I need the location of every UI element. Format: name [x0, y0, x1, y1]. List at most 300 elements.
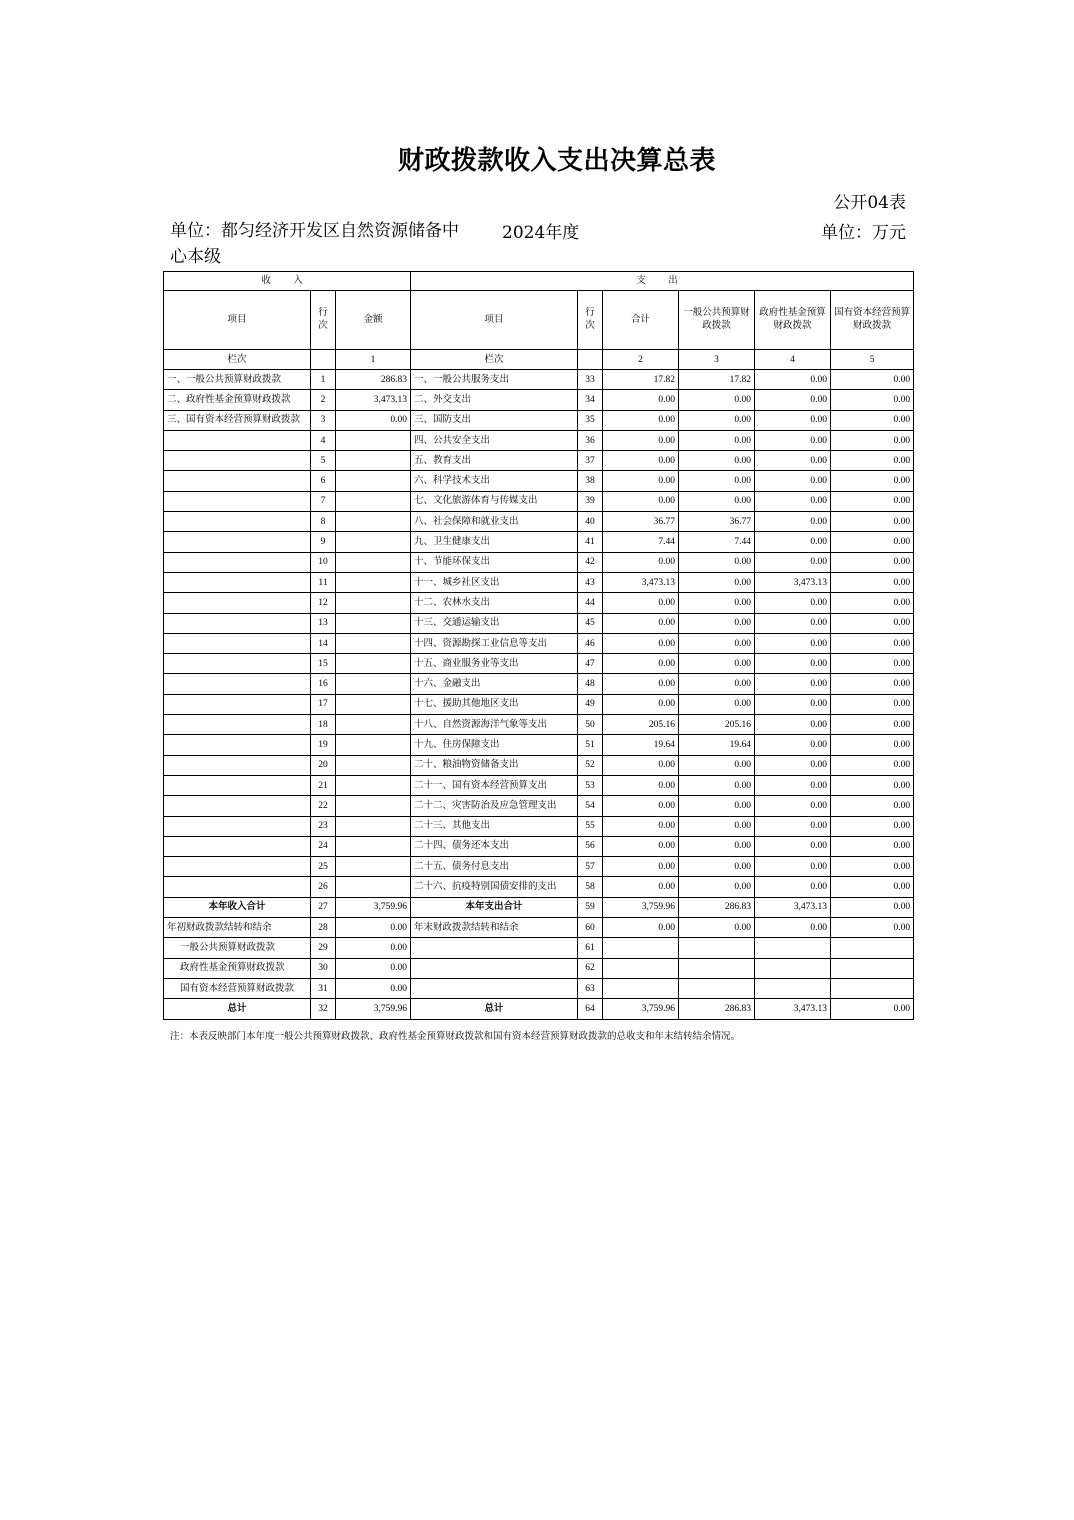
- general-budget-cell: 7.44: [679, 532, 755, 552]
- total-cell: 0.00: [603, 775, 679, 795]
- table-row: [164, 593, 914, 613]
- col-header-total: 合计: [603, 291, 679, 350]
- col-index-5: 5: [831, 350, 914, 370]
- table-row: [164, 877, 914, 897]
- expense-row-no-cell: 56: [578, 836, 603, 856]
- income-item-cell: 总计: [164, 999, 311, 1019]
- fund-budget-cell: 0.00: [755, 471, 831, 491]
- general-budget-cell: [679, 958, 755, 978]
- income-item-cell: [164, 532, 311, 552]
- income-row-no-cell: 18: [311, 715, 336, 735]
- income-amount-cell: [336, 654, 411, 674]
- income-item-cell: 三、国有资本经营预算财政拨款: [164, 410, 311, 430]
- general-budget-cell: 0.00: [679, 796, 755, 816]
- expense-row-no-cell: 43: [578, 572, 603, 592]
- total-cell: 0.00: [603, 491, 679, 511]
- expense-item-cell: 十四、资源勘探工业信息等支出: [411, 633, 578, 653]
- expense-item-cell: 总计: [411, 999, 578, 1019]
- fund-budget-cell: [755, 978, 831, 998]
- expense-row-no-cell: 59: [578, 897, 603, 917]
- table-row: [164, 836, 914, 856]
- income-amount-cell: [336, 633, 411, 653]
- expense-item-cell: 二十六、抗疫特别国债安排的支出: [411, 877, 578, 897]
- general-budget-cell: 0.00: [679, 613, 755, 633]
- general-budget-cell: 0.00: [679, 471, 755, 491]
- expense-item-cell: 五、教育支出: [411, 451, 578, 471]
- income-item-cell: [164, 572, 311, 592]
- state-capital-cell: 0.00: [831, 674, 914, 694]
- fund-budget-cell: 3,473.13: [755, 897, 831, 917]
- income-item-cell: 二、政府性基金预算财政拨款: [164, 390, 311, 410]
- income-row-no-cell: 31: [311, 978, 336, 998]
- table-row: [164, 897, 914, 917]
- table-row: [164, 674, 914, 694]
- income-item-cell: [164, 775, 311, 795]
- income-item-cell: [164, 836, 311, 856]
- total-cell: 0.00: [603, 593, 679, 613]
- fund-budget-cell: 0.00: [755, 755, 831, 775]
- state-capital-cell: 0.00: [831, 918, 914, 938]
- final-accounts-table: [163, 271, 914, 1020]
- income-item-cell: [164, 613, 311, 633]
- income-item-cell: 政府性基金预算财政拨款: [164, 958, 311, 978]
- table-row: [164, 390, 914, 410]
- total-cell: 0.00: [603, 674, 679, 694]
- table-row: [164, 654, 914, 674]
- income-amount-cell: [336, 451, 411, 471]
- total-cell: 19.64: [603, 735, 679, 755]
- state-capital-cell: 0.00: [831, 836, 914, 856]
- expense-item-cell: 二十一、国有资本经营预算支出: [411, 775, 578, 795]
- income-amount-cell: [336, 816, 411, 836]
- total-cell: 0.00: [603, 836, 679, 856]
- income-amount-cell: [336, 836, 411, 856]
- table-row: [164, 410, 914, 430]
- total-cell: 3,759.96: [603, 897, 679, 917]
- state-capital-cell: 0.00: [831, 735, 914, 755]
- col-header-amount: 金额: [336, 291, 411, 350]
- col-index-empty-2: [578, 350, 603, 370]
- expense-row-no-cell: 62: [578, 958, 603, 978]
- income-item-cell: [164, 857, 311, 877]
- fund-budget-cell: [755, 938, 831, 958]
- expense-row-no-cell: 58: [578, 877, 603, 897]
- table-row: [164, 816, 914, 836]
- table-row: [164, 694, 914, 714]
- footnote: 注：本表反映部门本年度一般公共预算财政拨款、政府性基金预算财政拨款和国有资本经营预算财政拨款的总收支和年末结转结余情况。: [170, 1032, 741, 1042]
- income-amount-cell: [336, 572, 411, 592]
- income-row-no-cell: 4: [311, 430, 336, 450]
- total-cell: 0.00: [603, 552, 679, 572]
- fund-budget-cell: 0.00: [755, 857, 831, 877]
- expense-row-no-cell: 47: [578, 654, 603, 674]
- header-row-sections: [164, 272, 914, 291]
- expense-row-no-cell: 37: [578, 451, 603, 471]
- state-capital-cell: 0.00: [831, 491, 914, 511]
- income-item-cell: [164, 633, 311, 653]
- income-amount-cell: 3,759.96: [336, 999, 411, 1019]
- income-amount-cell: [336, 471, 411, 491]
- income-amount-cell: 0.00: [336, 978, 411, 998]
- general-budget-cell: 17.82: [679, 370, 755, 390]
- fund-budget-cell: 0.00: [755, 532, 831, 552]
- income-row-no-cell: 8: [311, 512, 336, 532]
- expense-item-cell: 二十三、其他支出: [411, 816, 578, 836]
- income-row-no-cell: 5: [311, 451, 336, 471]
- expense-row-no-cell: 38: [578, 471, 603, 491]
- table-row: [164, 857, 914, 877]
- general-budget-cell: 0.00: [679, 654, 755, 674]
- income-row-no-cell: 2: [311, 390, 336, 410]
- income-item-cell: 本年收入合计: [164, 897, 311, 917]
- income-item-cell: [164, 471, 311, 491]
- income-item-cell: [164, 430, 311, 450]
- table-row: [164, 755, 914, 775]
- general-budget-cell: 0.00: [679, 836, 755, 856]
- income-amount-cell: 3,759.96: [336, 897, 411, 917]
- expense-row-no-cell: 49: [578, 694, 603, 714]
- fund-budget-cell: 0.00: [755, 512, 831, 532]
- income-amount-cell: [336, 552, 411, 572]
- fund-budget-cell: 0.00: [755, 674, 831, 694]
- fund-budget-cell: 0.00: [755, 816, 831, 836]
- general-budget-cell: 0.00: [679, 918, 755, 938]
- table-row: [164, 370, 914, 390]
- fund-budget-cell: 0.00: [755, 836, 831, 856]
- total-cell: 17.82: [603, 370, 679, 390]
- income-amount-cell: [336, 715, 411, 735]
- state-capital-cell: 0.00: [831, 451, 914, 471]
- income-row-no-cell: 14: [311, 633, 336, 653]
- income-row-no-cell: 16: [311, 674, 336, 694]
- state-capital-cell: 0.00: [831, 877, 914, 897]
- income-amount-cell: [336, 593, 411, 613]
- income-row-no-cell: 6: [311, 471, 336, 491]
- income-amount-cell: [336, 694, 411, 714]
- fund-budget-cell: 0.00: [755, 593, 831, 613]
- total-cell: 0.00: [603, 654, 679, 674]
- income-row-no-cell: 1: [311, 370, 336, 390]
- expense-row-no-cell: 51: [578, 735, 603, 755]
- expense-item-cell: 七、文化旅游体育与传媒支出: [411, 491, 578, 511]
- total-cell: 0.00: [603, 694, 679, 714]
- expense-row-no-cell: 60: [578, 918, 603, 938]
- general-budget-cell: 0.00: [679, 593, 755, 613]
- expense-row-no-cell: 48: [578, 674, 603, 694]
- col-header-expense-item: 项目: [411, 291, 578, 350]
- income-item-cell: [164, 552, 311, 572]
- table-row: [164, 715, 914, 735]
- income-row-no-cell: 19: [311, 735, 336, 755]
- income-amount-cell: 286.83: [336, 370, 411, 390]
- expense-row-no-cell: 36: [578, 430, 603, 450]
- unit-name: 单位：都匀经济开发区自然资源储备中心本级: [170, 221, 459, 267]
- state-capital-cell: 0.00: [831, 613, 914, 633]
- fund-budget-cell: 3,473.13: [755, 572, 831, 592]
- income-amount-cell: [336, 512, 411, 532]
- expense-item-cell: 二十四、债务还本支出: [411, 836, 578, 856]
- fund-budget-cell: 0.00: [755, 694, 831, 714]
- table-row: [164, 430, 914, 450]
- state-capital-cell: 0.00: [831, 654, 914, 674]
- expense-item-cell: 十六、金融支出: [411, 674, 578, 694]
- income-row-no-cell: 12: [311, 593, 336, 613]
- income-row-no-cell: 10: [311, 552, 336, 572]
- fund-budget-cell: 0.00: [755, 654, 831, 674]
- general-budget-cell: 0.00: [679, 572, 755, 592]
- expense-item-cell: 四、公共安全支出: [411, 430, 578, 450]
- income-row-no-cell: 26: [311, 877, 336, 897]
- fund-budget-cell: 0.00: [755, 451, 831, 471]
- income-row-no-cell: 20: [311, 755, 336, 775]
- income-row-no-cell: 3: [311, 410, 336, 430]
- expense-item-cell: 二、外交支出: [411, 390, 578, 410]
- general-budget-cell: 0.00: [679, 755, 755, 775]
- col-index-4: 4: [755, 350, 831, 370]
- table-row: [164, 938, 914, 958]
- expense-item-cell: 十一、城乡社区支出: [411, 572, 578, 592]
- expense-item-cell: 八、社会保障和就业支出: [411, 512, 578, 532]
- fund-budget-cell: 0.00: [755, 552, 831, 572]
- income-item-cell: [164, 735, 311, 755]
- fund-budget-cell: 0.00: [755, 775, 831, 795]
- income-amount-cell: [336, 755, 411, 775]
- expense-item-cell: 二十二、灾害防治及应急管理支出: [411, 796, 578, 816]
- state-capital-cell: 0.00: [831, 816, 914, 836]
- state-capital-cell: 0.00: [831, 755, 914, 775]
- fund-budget-cell: 0.00: [755, 613, 831, 633]
- expense-item-cell: 十八、自然资源海洋气象等支出: [411, 715, 578, 735]
- income-amount-cell: 0.00: [336, 958, 411, 978]
- income-row-no-cell: 15: [311, 654, 336, 674]
- general-budget-cell: 0.00: [679, 410, 755, 430]
- state-capital-cell: 0.00: [831, 775, 914, 795]
- total-cell: [603, 958, 679, 978]
- fund-budget-cell: [755, 958, 831, 978]
- state-capital-cell: [831, 958, 914, 978]
- income-amount-cell: [336, 877, 411, 897]
- total-cell: 0.00: [603, 430, 679, 450]
- total-cell: 0.00: [603, 816, 679, 836]
- income-amount-cell: 3,473.13: [336, 390, 411, 410]
- state-capital-cell: 0.00: [831, 572, 914, 592]
- income-row-no-cell: 13: [311, 613, 336, 633]
- col-header-general: 一般公共预算财政拨款: [679, 291, 755, 350]
- expense-item-cell: [411, 958, 578, 978]
- expense-row-no-cell: 35: [578, 410, 603, 430]
- income-row-no-cell: 32: [311, 999, 336, 1019]
- expense-item-cell: 二十、粮油物资储备支出: [411, 755, 578, 775]
- expense-row-no-cell: 45: [578, 613, 603, 633]
- total-cell: 0.00: [603, 857, 679, 877]
- total-cell: 3,759.96: [603, 999, 679, 1019]
- income-row-no-cell: 11: [311, 572, 336, 592]
- income-item-cell: [164, 674, 311, 694]
- income-item-cell: [164, 593, 311, 613]
- total-cell: 36.77: [603, 512, 679, 532]
- expense-item-cell: [411, 978, 578, 998]
- general-budget-cell: 0.00: [679, 877, 755, 897]
- state-capital-cell: 0.00: [831, 593, 914, 613]
- table-row: [164, 552, 914, 572]
- fund-budget-cell: 0.00: [755, 918, 831, 938]
- income-item-cell: [164, 451, 311, 471]
- state-capital-cell: 0.00: [831, 694, 914, 714]
- fund-budget-cell: 0.00: [755, 410, 831, 430]
- general-budget-cell: [679, 938, 755, 958]
- income-item-cell: 一般公共预算财政拨款: [164, 938, 311, 958]
- general-budget-cell: 0.00: [679, 674, 755, 694]
- state-capital-cell: 0.00: [831, 897, 914, 917]
- fund-budget-cell: 0.00: [755, 877, 831, 897]
- state-capital-cell: 0.00: [831, 999, 914, 1019]
- expense-row-no-cell: 50: [578, 715, 603, 735]
- income-amount-cell: [336, 857, 411, 877]
- income-item-cell: [164, 877, 311, 897]
- total-cell: 3,473.13: [603, 572, 679, 592]
- state-capital-cell: 0.00: [831, 857, 914, 877]
- total-cell: 0.00: [603, 918, 679, 938]
- total-cell: 0.00: [603, 451, 679, 471]
- col-index-2: 2: [603, 350, 679, 370]
- general-budget-cell: 286.83: [679, 999, 755, 1019]
- fund-budget-cell: 0.00: [755, 491, 831, 511]
- expense-item-cell: 十、节能环保支出: [411, 552, 578, 572]
- income-item-cell: 年初财政拨款结转和结余: [164, 918, 311, 938]
- table-row: [164, 512, 914, 532]
- income-item-cell: [164, 715, 311, 735]
- col-index-empty: [311, 350, 336, 370]
- general-budget-cell: 0.00: [679, 451, 755, 471]
- table-row: [164, 918, 914, 938]
- state-capital-cell: 0.00: [831, 430, 914, 450]
- expense-row-no-cell: 39: [578, 491, 603, 511]
- income-amount-cell: 0.00: [336, 410, 411, 430]
- col-header-income-item: 项目: [164, 291, 311, 350]
- expense-item-cell: [411, 938, 578, 958]
- income-item-cell: [164, 654, 311, 674]
- fund-budget-cell: 0.00: [755, 633, 831, 653]
- income-row-no-cell: 25: [311, 857, 336, 877]
- income-row-no-cell: 28: [311, 918, 336, 938]
- expense-row-no-cell: 40: [578, 512, 603, 532]
- currency-unit: 单位：万元: [821, 223, 906, 243]
- expense-row-no-cell: 55: [578, 816, 603, 836]
- income-amount-cell: 0.00: [336, 938, 411, 958]
- expense-item-cell: 十二、农林水支出: [411, 593, 578, 613]
- general-budget-cell: 0.00: [679, 816, 755, 836]
- expense-item-cell: 十七、援助其他地区支出: [411, 694, 578, 714]
- income-item-cell: [164, 491, 311, 511]
- col-header-state: 国有资本经营预算财政拨款: [831, 291, 914, 350]
- total-cell: 205.16: [603, 715, 679, 735]
- income-amount-cell: [336, 430, 411, 450]
- income-item-cell: [164, 755, 311, 775]
- income-amount-cell: [336, 775, 411, 795]
- fund-budget-cell: 0.00: [755, 430, 831, 450]
- income-row-no-cell: 29: [311, 938, 336, 958]
- expense-item-cell: 三、国防支出: [411, 410, 578, 430]
- table-row: [164, 978, 914, 998]
- expense-row-no-cell: 42: [578, 552, 603, 572]
- fund-budget-cell: 0.00: [755, 796, 831, 816]
- state-capital-cell: [831, 978, 914, 998]
- col-index-3: 3: [679, 350, 755, 370]
- expense-item-cell: 六、科学技术支出: [411, 471, 578, 491]
- fund-budget-cell: 0.00: [755, 715, 831, 735]
- general-budget-cell: 0.00: [679, 694, 755, 714]
- fund-budget-cell: 0.00: [755, 735, 831, 755]
- income-amount-cell: [336, 613, 411, 633]
- general-budget-cell: 0.00: [679, 491, 755, 511]
- state-capital-cell: 0.00: [831, 552, 914, 572]
- table-row: [164, 491, 914, 511]
- table-row: [164, 471, 914, 491]
- income-section-header: 收 入: [164, 272, 411, 291]
- general-budget-cell: 0.00: [679, 857, 755, 877]
- general-budget-cell: 19.64: [679, 735, 755, 755]
- total-cell: 0.00: [603, 390, 679, 410]
- income-item-cell: [164, 512, 311, 532]
- total-cell: 0.00: [603, 755, 679, 775]
- fund-budget-cell: 0.00: [755, 370, 831, 390]
- total-cell: [603, 938, 679, 958]
- page-title: 财政拨款收入支出决算总表: [397, 146, 716, 176]
- col-index-1: 1: [336, 350, 411, 370]
- income-row-no-cell: 21: [311, 775, 336, 795]
- income-item-cell: 一、一般公共预算财政拨款: [164, 370, 311, 390]
- total-cell: 0.00: [603, 633, 679, 653]
- expense-row-no-cell: 34: [578, 390, 603, 410]
- income-row-no-cell: 9: [311, 532, 336, 552]
- table-row: [164, 958, 914, 978]
- fiscal-year: 2024年度: [502, 223, 580, 243]
- income-row-no-cell: 17: [311, 694, 336, 714]
- table-row: [164, 532, 914, 552]
- general-budget-cell: 0.00: [679, 390, 755, 410]
- table-row: [164, 999, 914, 1019]
- table-row: [164, 451, 914, 471]
- general-budget-cell: 0.00: [679, 633, 755, 653]
- income-row-no-cell: 7: [311, 491, 336, 511]
- income-item-cell: [164, 694, 311, 714]
- state-capital-cell: 0.00: [831, 370, 914, 390]
- col-header-fund: 政府性基金预算财政拨款: [755, 291, 831, 350]
- table-row: [164, 775, 914, 795]
- state-capital-cell: 0.00: [831, 512, 914, 532]
- general-budget-cell: 0.00: [679, 775, 755, 795]
- table-row: [164, 633, 914, 653]
- expense-item-cell: 九、卫生健康支出: [411, 532, 578, 552]
- income-item-cell: [164, 796, 311, 816]
- total-cell: [603, 978, 679, 998]
- expense-row-no-cell: 53: [578, 775, 603, 795]
- total-cell: 0.00: [603, 877, 679, 897]
- expense-row-no-cell: 54: [578, 796, 603, 816]
- expense-row-no-cell: 52: [578, 755, 603, 775]
- income-row-no-cell: 24: [311, 836, 336, 856]
- income-item-cell: [164, 816, 311, 836]
- col-index-label-2: 栏次: [411, 350, 578, 370]
- expense-item-cell: 二十五、债务付息支出: [411, 857, 578, 877]
- expense-item-cell: 十五、商业服务业等支出: [411, 654, 578, 674]
- header-row-columns: [164, 291, 914, 350]
- total-cell: 0.00: [603, 471, 679, 491]
- expense-row-no-cell: 64: [578, 999, 603, 1019]
- col-index-label: 栏次: [164, 350, 311, 370]
- fund-budget-cell: 0.00: [755, 390, 831, 410]
- state-capital-cell: 0.00: [831, 410, 914, 430]
